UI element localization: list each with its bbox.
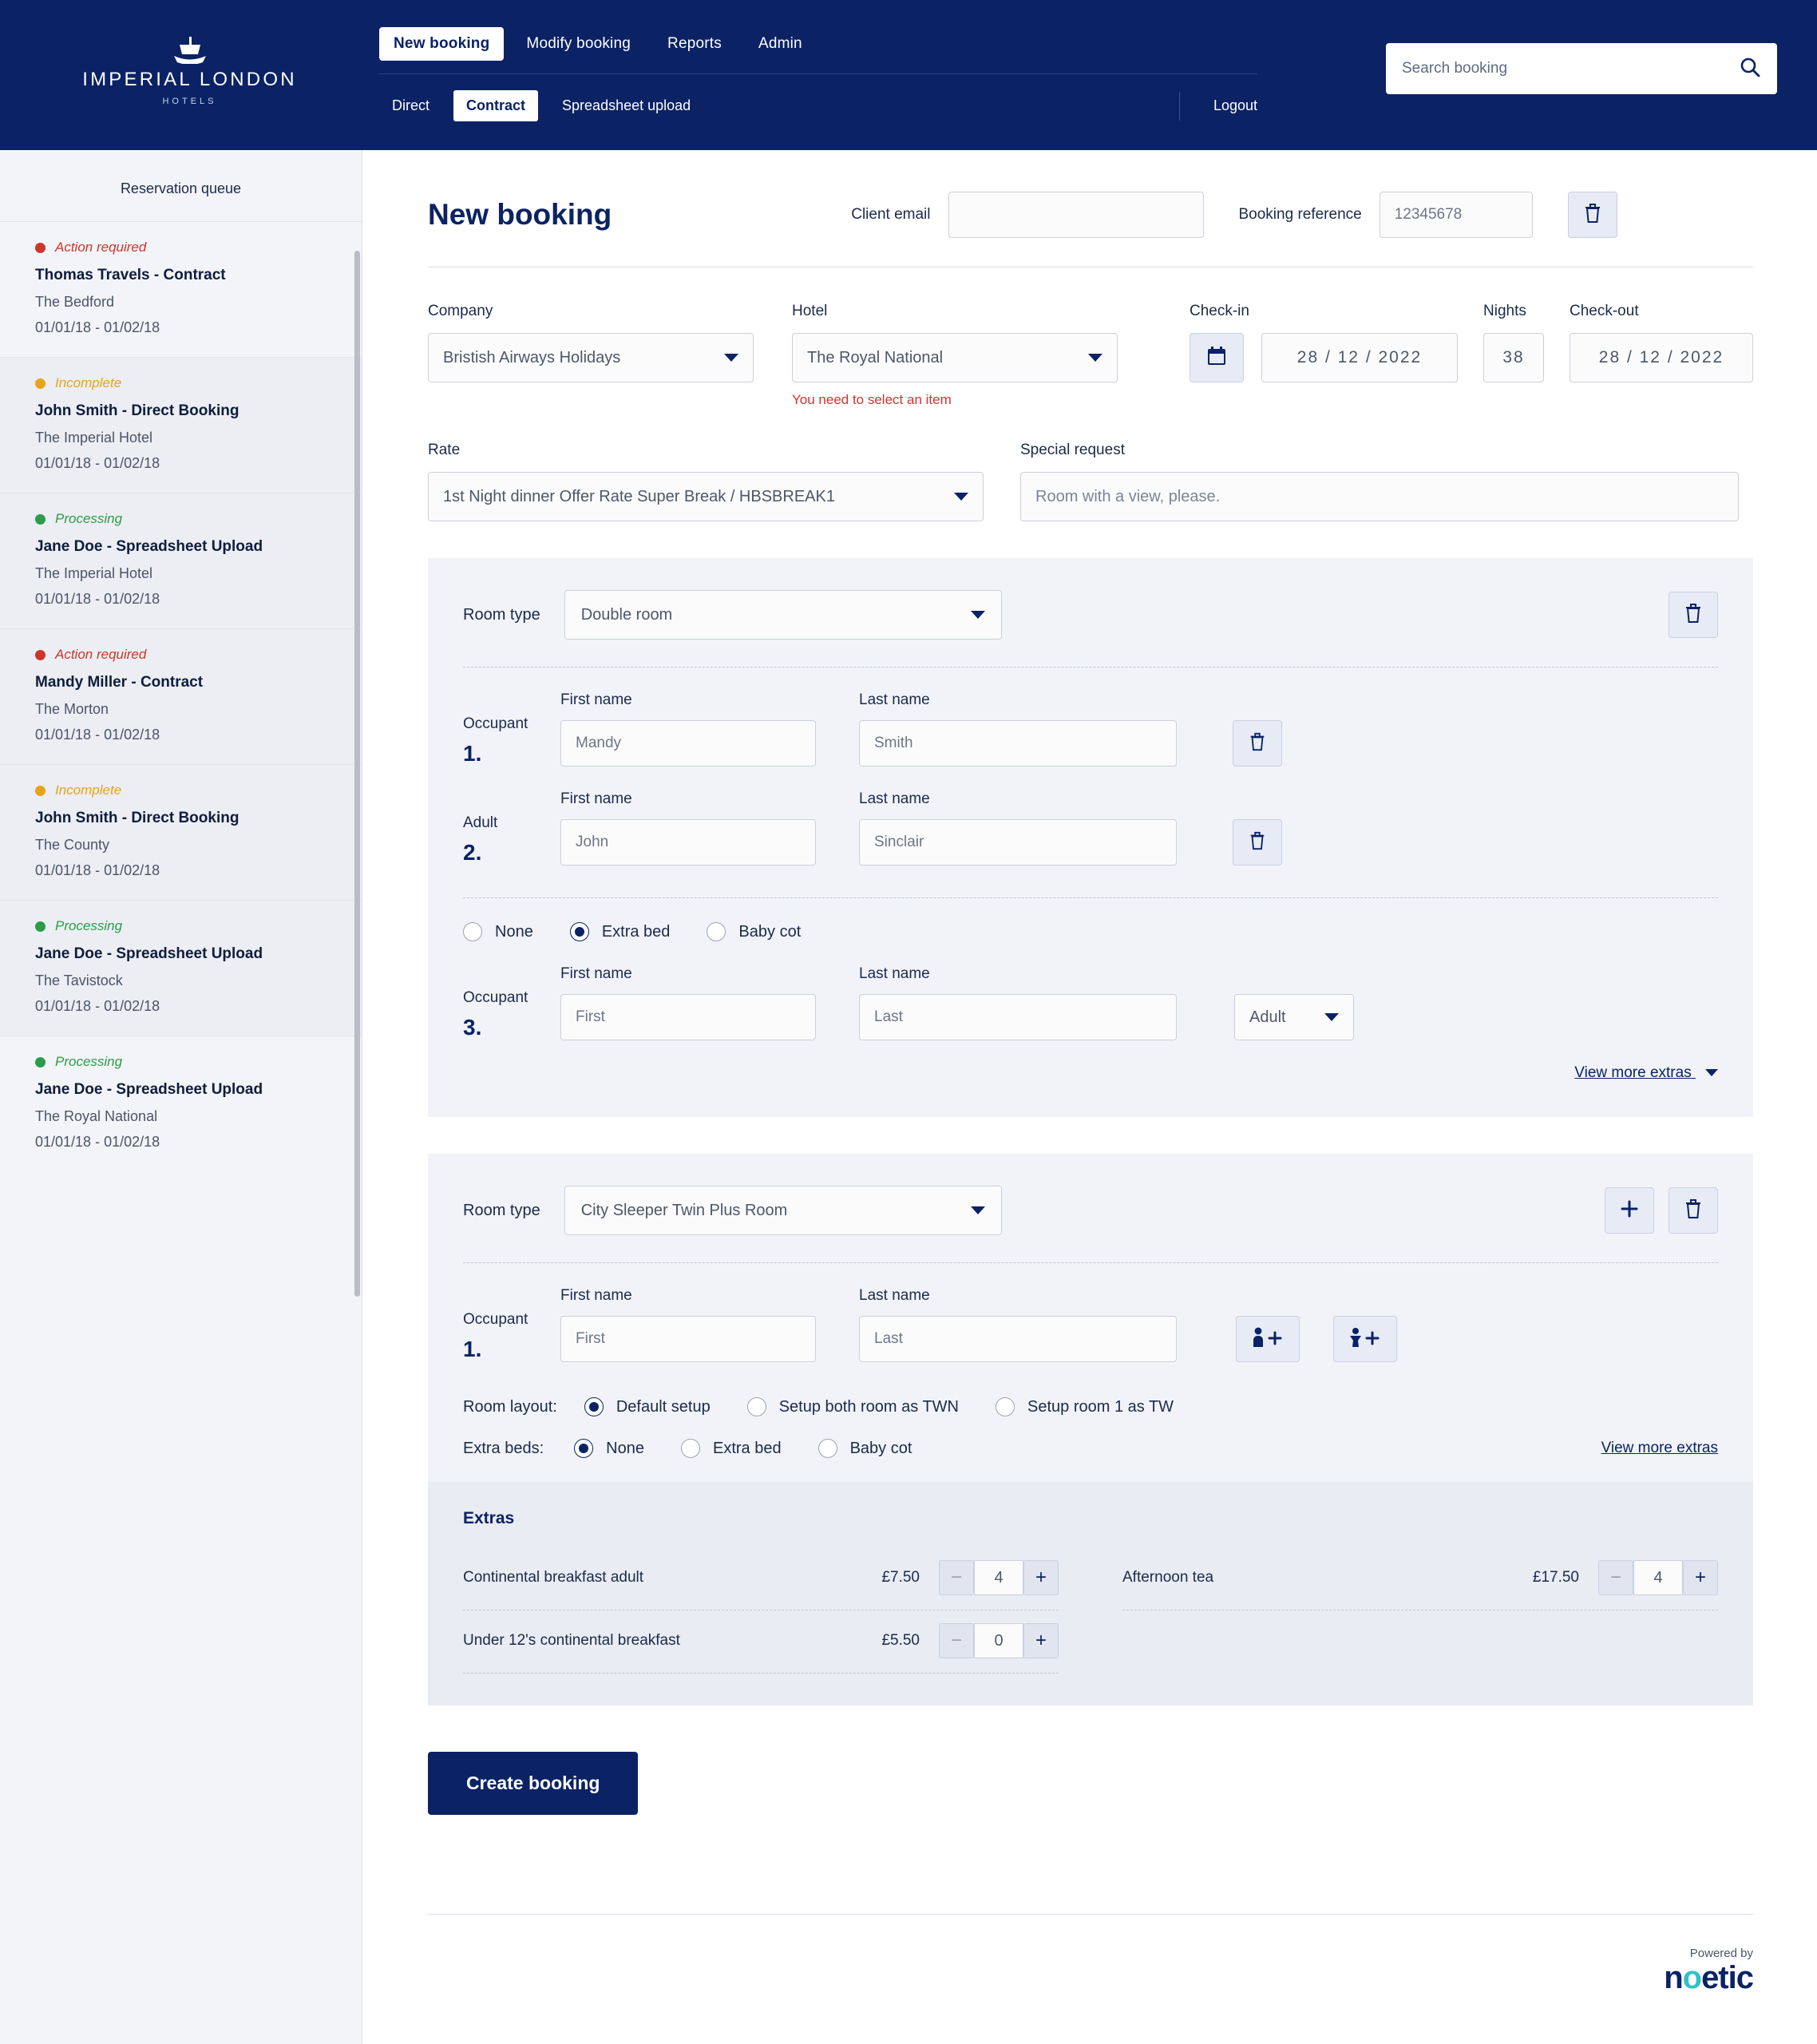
queue-status-1 [35, 375, 327, 391]
rate-value: 1st Night dinner Offer Rate Super Break / HBSBREAK1 [443, 487, 835, 505]
extra-quantity-stepper [939, 1560, 1059, 1595]
queue-status-5 [35, 918, 327, 934]
queue-status-0 [35, 240, 327, 256]
hotel-field [792, 303, 1118, 408]
nav-spreadsheet-upload[interactable]: Spreadsheet upload [562, 97, 691, 113]
queue-item-6[interactable] [0, 1036, 362, 1171]
occupant-3-age-value: Adult [1249, 1008, 1286, 1026]
hotel-label: Hotel [792, 303, 828, 319]
room-1-type-row [463, 590, 1718, 640]
occupant-1-number [463, 715, 540, 766]
queue-dates: 01/01/18 - 01/02/18 [35, 998, 160, 1014]
bed-option-none-label: None [495, 922, 533, 941]
room-1-type-label: Room type [463, 605, 540, 624]
room-2-view-more-label: View more extras [1601, 1440, 1718, 1456]
room-2-occupant-1-kind: Occupant [463, 1311, 528, 1328]
occupant-2-number [463, 814, 540, 866]
room-2-occupant-1-last-label: Last name [859, 1287, 930, 1304]
chevron-down-icon [1088, 354, 1102, 362]
occupant-2-first-input[interactable] [560, 819, 816, 866]
extras-column-right [1122, 1547, 1718, 1674]
layout-room1-tw-label: Setup room 1 as TW [1027, 1397, 1174, 1416]
occupant-3-first-input[interactable] [560, 994, 816, 1040]
bed-option-extra-bed-label: Extra bed [601, 922, 671, 941]
layout-both-twn-label: Setup both room as TWN [778, 1397, 959, 1416]
nav-contract[interactable]: Contract [453, 90, 538, 121]
room-2-occupant-1-number [463, 1311, 540, 1362]
extra-beds-extra-bed-label: Extra bed [712, 1439, 782, 1457]
extra-name: Under 12's continental breakfast [463, 1632, 680, 1649]
increase-quantity-button[interactable]: + [1683, 1560, 1718, 1595]
room-2-occupant-1-index: 1. [463, 1337, 482, 1361]
company-select[interactable] [428, 333, 754, 382]
bed-option-baby-cot-radio[interactable] [707, 922, 726, 941]
checkin-date-input[interactable] [1261, 333, 1458, 382]
room-1-bed-options [463, 898, 1718, 941]
occupant-1-last-input[interactable] [859, 720, 1177, 766]
queue-item-1[interactable] [0, 357, 362, 493]
bed-option-baby-cot-label: Baby cot [738, 922, 802, 941]
page-header [428, 192, 1753, 238]
extras-grid [463, 1547, 1718, 1674]
status-label: Processing [55, 1054, 123, 1069]
occupant-3-last-group [859, 965, 1177, 1040]
extra-beds-extra-bed-radio[interactable] [681, 1439, 700, 1458]
occupant-2-last-label: Last name [859, 790, 930, 807]
extra-price: £5.50 [881, 1632, 920, 1649]
status-dot [35, 786, 46, 796]
page-title: New booking [428, 198, 612, 231]
checkin-field [1190, 303, 1458, 382]
queue-booking-name: Jane Doe - Spreadsheet Upload [35, 1081, 263, 1098]
app-header [0, 0, 1817, 150]
client-email-label: Client email [851, 206, 931, 223]
checkin-label: Check-in [1190, 303, 1249, 319]
rate-request-row [428, 408, 1753, 521]
trash-icon [1582, 202, 1603, 228]
queue-booking-name: Jane Doe - Spreadsheet Upload [35, 538, 263, 555]
nav-new-booking[interactable]: New booking [379, 27, 504, 61]
calendar-picker-button[interactable] [1190, 333, 1244, 382]
bed-option-extra-bed-radio[interactable] [570, 922, 589, 941]
extra-quantity-stepper [939, 1623, 1059, 1658]
rate-select[interactable] [428, 472, 984, 521]
occupant-1-last-label: Last name [859, 691, 930, 708]
brand-subtitle: HOTELS [162, 97, 217, 106]
occupant-2-delete-button[interactable] [1233, 819, 1282, 866]
trash-icon [1683, 1198, 1704, 1224]
special-request-field [1020, 442, 1739, 521]
extra-quantity-stepper [1598, 1560, 1718, 1595]
calendar-icon [1205, 345, 1228, 371]
queue-dates: 01/01/18 - 01/02/18 [35, 862, 160, 878]
create-booking-button[interactable]: Create booking [428, 1752, 638, 1815]
search-booking-box[interactable] [1386, 43, 1777, 94]
delete-booking-button[interactable] [1568, 192, 1617, 238]
occupant-1-delete-button[interactable] [1233, 720, 1282, 766]
nav-modify-booking[interactable]: Modify booking [526, 35, 631, 52]
checkout-label: Check-out [1570, 303, 1639, 319]
room-2-extra-beds-options [463, 1416, 1718, 1458]
extra-name: Afternoon tea [1122, 1569, 1214, 1586]
queue-item-3[interactable] [0, 628, 362, 764]
occupant-3-kind: Occupant [463, 989, 528, 1006]
client-email-input[interactable] [948, 192, 1204, 238]
queue-hotel: The Imperial Hotel [35, 565, 153, 581]
checkout-value: 28 / 12 / 2022 [1598, 348, 1724, 366]
queue-status-6 [35, 1054, 327, 1070]
sidebar-title: Reservation queue [120, 180, 242, 196]
status-dot [35, 514, 46, 525]
booking-reference-label: Booking reference [1238, 206, 1362, 223]
status-dot [35, 650, 46, 660]
room-2-occupant-1-first-label: First name [560, 1287, 632, 1304]
room-2-type-select[interactable] [564, 1186, 1002, 1235]
hotel-value: The Royal National [807, 348, 944, 366]
occupant-2-last-group [859, 790, 1177, 866]
booking-details-row [428, 267, 1753, 408]
plus-icon [1619, 1198, 1640, 1223]
status-label: Action required [55, 647, 147, 662]
queue-item-4[interactable] [0, 764, 362, 900]
room-2-occupant-1 [463, 1263, 1718, 1362]
nav-divider [1179, 92, 1180, 121]
room-1-type-select[interactable] [564, 590, 1002, 640]
room-2-type-label: Room type [463, 1201, 540, 1219]
checkin-value: 28 / 12 / 2022 [1296, 348, 1423, 366]
status-dot [35, 921, 46, 932]
status-label: Action required [55, 240, 147, 255]
quantity-value[interactable]: 0 [974, 1623, 1023, 1658]
sidebar-scrollbar[interactable] [354, 251, 360, 1297]
extra-price: £7.50 [881, 1569, 920, 1586]
company-value: Bristish Airways Holidays [443, 348, 621, 366]
extra-beds-baby-cot-label: Baby cot [849, 1439, 912, 1457]
occupant-3-index: 3. [463, 1015, 482, 1040]
increase-quantity-button[interactable]: + [1023, 1560, 1059, 1595]
add-adult-icon [1249, 1326, 1286, 1353]
rate-field [428, 442, 984, 521]
occupant-1-first-group [560, 691, 816, 766]
queue-hotel: The Morton [35, 701, 109, 717]
chevron-down-icon [954, 493, 968, 501]
extras-title: Extras [463, 1509, 515, 1527]
status-label: Incomplete [55, 375, 122, 390]
chevron-down-icon [971, 611, 985, 619]
extras-panel [428, 1482, 1753, 1705]
nav-reports[interactable]: Reports [667, 35, 722, 52]
add-adult-button[interactable] [1236, 1316, 1300, 1362]
status-dot [35, 243, 46, 253]
vendor-logo: noetic [1664, 1960, 1753, 1995]
extra-beds-none-radio[interactable] [574, 1439, 593, 1458]
extra-beds-baby-cot-radio[interactable] [818, 1439, 837, 1458]
brand-name: IMPERIAL LONDON [82, 69, 297, 90]
room-2-type-row [463, 1186, 1718, 1235]
queue-status-4 [35, 782, 327, 798]
footer-branding [428, 1915, 1753, 2036]
layout-default-radio[interactable] [584, 1397, 604, 1416]
extra-name: Continental breakfast adult [463, 1569, 644, 1586]
room-2-occupant-1-last-group [859, 1287, 1177, 1362]
decrease-quantity-button[interactable]: − [939, 1623, 974, 1658]
company-label: Company [428, 303, 493, 319]
occupant-3-first-group [560, 965, 816, 1040]
queue-hotel: The Tavistock [35, 972, 123, 988]
room-2-view-more-extras[interactable] [1601, 1440, 1718, 1457]
occupant-2-kind: Adult [463, 814, 498, 831]
checkout-date-input[interactable] [1570, 333, 1753, 382]
room-2-occupant-1-first-group [560, 1287, 816, 1362]
room-2-extra-beds-label: Extra beds: [463, 1439, 544, 1457]
occupant-1-last-group [859, 691, 1177, 766]
chevron-down-icon [971, 1206, 985, 1214]
chevron-down-icon [724, 354, 738, 362]
company-field [428, 303, 754, 382]
room-1-occupant-2 [463, 766, 1718, 866]
chevron-down-icon [1705, 1069, 1718, 1076]
nights-value: 38 [1502, 348, 1525, 366]
room-2-add-button[interactable] [1605, 1187, 1654, 1234]
primary-nav [379, 27, 1257, 74]
room-2-type-value: City Sleeper Twin Plus Room [580, 1201, 788, 1219]
brand-logo[interactable] [0, 0, 379, 106]
queue-booking-name: John Smith - Direct Booking [35, 810, 239, 826]
occupant-2-first-label: First name [560, 790, 632, 807]
checkin-group [1190, 333, 1458, 382]
booking-reference-input[interactable] [1380, 192, 1533, 238]
decrease-quantity-button[interactable]: − [939, 1560, 974, 1595]
queue-dates: 01/01/18 - 01/02/18 [35, 727, 160, 743]
nav-direct[interactable]: Direct [392, 97, 430, 113]
nav-admin[interactable]: Admin [758, 35, 802, 52]
queue-booking-name: Mandy Miller - Contract [35, 674, 204, 691]
trash-icon [1248, 731, 1267, 756]
queue-status-3 [35, 647, 327, 663]
queue-booking-name: John Smith - Direct Booking [35, 402, 239, 419]
status-dot [35, 1057, 46, 1068]
extra-beds-none-label: None [606, 1439, 644, 1457]
occupant-3-last-input[interactable] [859, 994, 1177, 1040]
vendor-name-rest: etic [1701, 1960, 1753, 1995]
search-icon[interactable] [1739, 56, 1761, 82]
status-label: Incomplete [55, 782, 122, 798]
extra-row-under-12-continental-breakfast [463, 1610, 1059, 1674]
rate-label: Rate [428, 442, 461, 458]
room-1-occupant-1 [463, 667, 1718, 766]
queue-status-2 [35, 511, 327, 527]
extra-row-afternoon-tea [1122, 1547, 1718, 1610]
room-card-1 [428, 558, 1753, 1117]
add-child-button[interactable] [1333, 1316, 1397, 1362]
bed-option-none-radio[interactable] [463, 922, 482, 941]
quantity-value[interactable]: 4 [974, 1560, 1023, 1595]
increase-quantity-button[interactable]: + [1023, 1623, 1059, 1658]
room-1-delete-button[interactable] [1669, 592, 1718, 638]
queue-dates: 01/01/18 - 01/02/18 [35, 1134, 160, 1150]
occupant-2-last-input[interactable] [859, 819, 1177, 866]
queue-booking-name: Jane Doe - Spreadsheet Upload [35, 945, 263, 962]
add-child-icon [1347, 1326, 1384, 1353]
status-label: Processing [55, 511, 123, 526]
trash-icon [1683, 602, 1704, 628]
occupant-2-index: 2. [463, 840, 482, 865]
occupant-1-index: 1. [463, 741, 482, 766]
room-2-layout-label: Room layout: [463, 1397, 557, 1416]
queue-dates: 01/01/18 - 01/02/18 [35, 319, 160, 335]
client-email-group [851, 192, 1203, 238]
queue-dates: 01/01/18 - 01/02/18 [35, 455, 160, 471]
trash-icon [1248, 830, 1267, 855]
booking-reference-group [1239, 192, 1533, 238]
room-1-view-more-label: View more extras [1574, 1064, 1692, 1081]
chevron-down-icon [1324, 1013, 1339, 1021]
main-content [362, 150, 1817, 2044]
special-request-label: Special request [1020, 442, 1125, 458]
queue-item-2[interactable] [0, 493, 362, 628]
secondary-nav [379, 90, 1257, 121]
checkout-field [1570, 303, 1753, 382]
room-1-type-value: Double room [580, 605, 673, 624]
occupant-3-age-select[interactable] [1234, 994, 1354, 1040]
hotel-error-message: You need to select an item [792, 392, 952, 407]
quantity-value[interactable]: 4 [1633, 1560, 1683, 1595]
powered-by-label: Powered by [1689, 1947, 1753, 1960]
status-dot [35, 378, 46, 389]
room-2-occupant-1-first-input[interactable] [560, 1316, 816, 1362]
room-2-occupant-1-last-input[interactable] [859, 1316, 1177, 1362]
queue-item-0[interactable] [0, 221, 362, 357]
logout-link[interactable]: Logout [1213, 97, 1257, 113]
queue-hotel: The County [35, 837, 110, 853]
room-2-layout-options [463, 1362, 1718, 1416]
layout-default-label: Default setup [616, 1397, 711, 1416]
reservation-queue-sidebar [0, 150, 362, 2044]
extra-price: £17.50 [1532, 1569, 1579, 1586]
occupant-1-first-input[interactable] [560, 720, 816, 766]
occupant-1-kind: Occupant [463, 715, 528, 732]
nights-label: Nights [1483, 303, 1526, 319]
layout-room1-tw-radio[interactable] [996, 1397, 1015, 1416]
layout-both-twn-radio[interactable] [747, 1397, 766, 1416]
nights-input[interactable] [1483, 333, 1544, 382]
special-request-input[interactable] [1020, 472, 1739, 521]
occupant-1-first-label: First name [560, 691, 632, 708]
nights-field [1483, 303, 1544, 382]
room-1-occupant-3 [463, 941, 1718, 1040]
room-1-view-more-extras[interactable] [463, 1064, 1718, 1082]
occupant-3-number [463, 989, 540, 1040]
queue-hotel: The Bedford [35, 294, 115, 310]
occupant-2-first-group [560, 790, 816, 866]
extras-column-left [463, 1547, 1059, 1674]
ship-icon [172, 37, 208, 64]
status-label: Processing [55, 918, 123, 933]
occupant-3-last-label: Last name [859, 965, 930, 982]
room-2-delete-button[interactable] [1669, 1187, 1718, 1234]
queue-dates: 01/01/18 - 01/02/18 [35, 591, 160, 607]
room-card-2 [428, 1154, 1753, 1482]
extra-row-continental-breakfast-adult [463, 1547, 1059, 1610]
search-input[interactable] [1402, 60, 1739, 77]
decrease-quantity-button[interactable]: − [1598, 1560, 1633, 1595]
queue-item-5[interactable] [0, 900, 362, 1036]
queue-booking-name: Thomas Travels - Contract [35, 267, 226, 283]
special-request-value: Room with a view, please. [1035, 487, 1221, 505]
occupant-3-first-label: First name [560, 965, 632, 982]
queue-hotel: The Royal National [35, 1108, 158, 1124]
queue-hotel: The Imperial Hotel [35, 430, 153, 446]
hotel-select[interactable] [792, 333, 1118, 382]
